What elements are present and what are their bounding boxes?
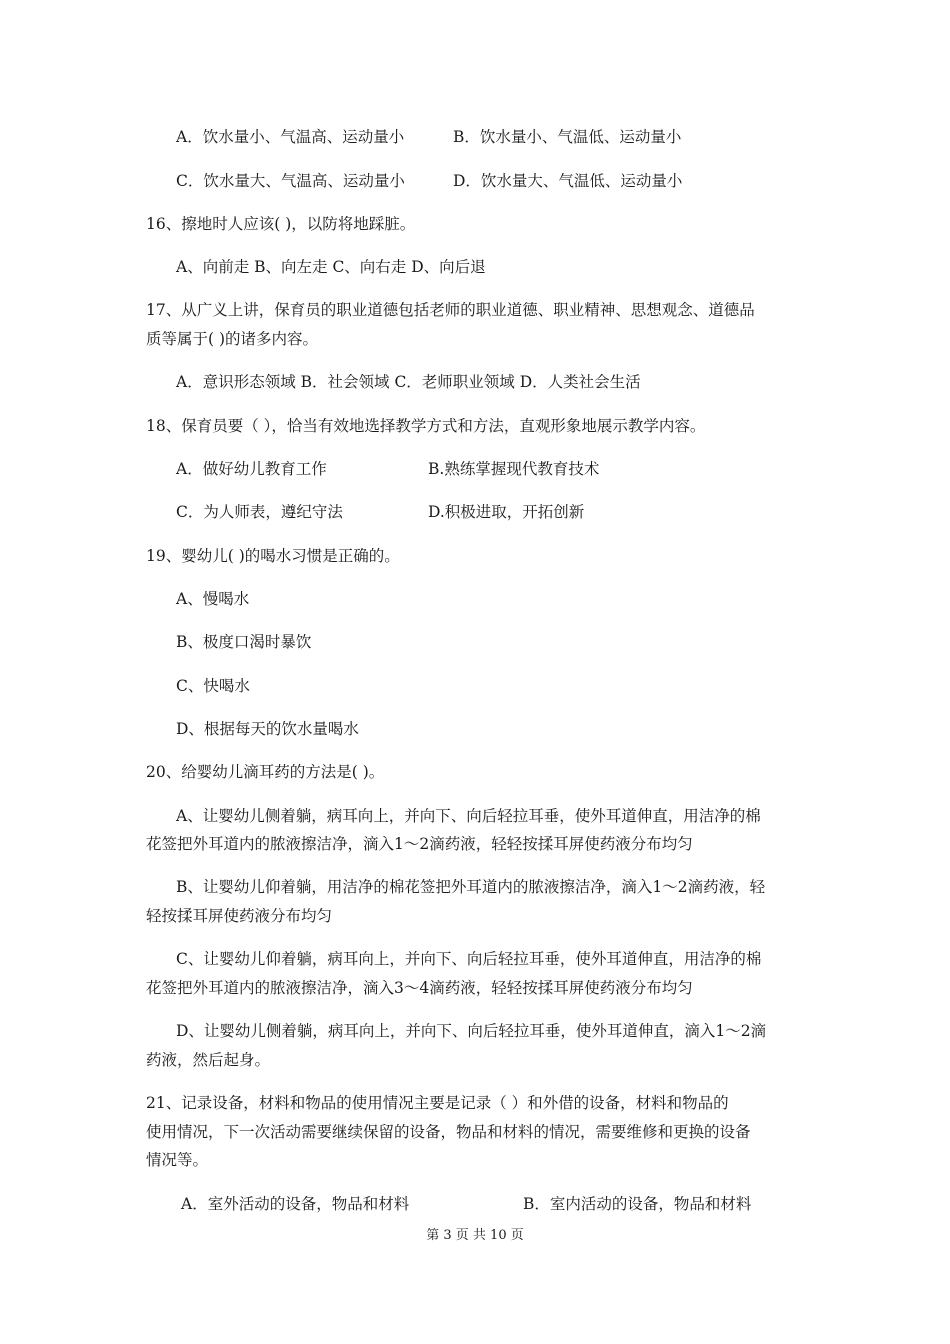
q19-option-b: B、极度口渴时暴饮: [176, 633, 312, 651]
q15-option-a: A．饮水量小、气温高、运动量小: [176, 128, 405, 146]
q20-option-b-line2: 轻按揉耳屏使药液分布均匀: [146, 907, 333, 925]
q20-option-c-line1: C、让婴幼儿仰着躺，病耳向上，并向下、向后轻拉耳垂，使外耳道伸直，用洁净的棉: [176, 950, 762, 968]
q15-option-b: B．饮水量小、气温低、运动量小: [453, 128, 682, 146]
q21-stem-line2: 使用情况，下一次活动需要继续保留的设备，物品和材料的情况，需要维修和更换的设备: [146, 1123, 751, 1141]
q18-option-a: A．做好幼儿教育工作: [176, 460, 327, 478]
q17-stem-line1: 17、从广义上讲，保育员的职业道德包括老师的职业道德、职业精神、思想观念、道德品: [146, 301, 755, 319]
q21-stem-line3: 情况等。: [146, 1151, 209, 1169]
page-number: 第 3 页 共 10 页: [426, 1228, 524, 1243]
q21-option-a: A．室外活动的设备，物品和材料: [181, 1195, 410, 1213]
q19-stem: 19、婴幼儿( )的喝水习惯是正确的。: [146, 547, 400, 565]
q16-options: A、向前走 B、向左走 C、向右走 D、向后退: [176, 258, 486, 276]
q17-stem-line2: 质等属于( )的诸多内容。: [146, 330, 319, 348]
q20-option-b-line1: B、让婴幼儿仰着躺，用洁净的棉花签把外耳道内的脓液擦洁净，滴入1～2滴药液，轻: [176, 878, 766, 896]
q18-option-b: B.熟练掌握现代教育技术: [428, 460, 600, 478]
q20-stem: 20、给婴幼儿滴耳药的方法是( )。: [146, 763, 385, 781]
q20-option-a-line2: 花签把外耳道内的脓液擦洁净，滴入1～2滴药液，轻轻按揉耳屏使药液分布均匀: [146, 835, 693, 853]
q18-stem: 18、保育员要（ ），恰当有效地选择教学方式和方法，直观形象地展示教学内容。: [146, 417, 706, 435]
q21-stem-line1: 21、记录设备，材料和物品的使用情况主要是记录（ ）和外借的设备，材料和物品的: [146, 1094, 729, 1112]
q19-option-a: A、慢喝水: [176, 590, 250, 608]
q16-stem: 16、擦地时人应该( )，以防将地踩脏。: [146, 215, 416, 233]
q18-option-d: D.积极进取，开拓创新: [428, 503, 585, 521]
q19-option-c: C、快喝水: [176, 677, 250, 695]
q21-option-b: B．室内活动的设备，物品和材料: [523, 1195, 752, 1213]
q18-option-c: C．为人师表，遵纪守法: [176, 503, 343, 521]
q15-option-d: D．饮水量大、气温低、运动量小: [453, 172, 683, 190]
q17-options: A．意识形态领域 B．社会领域 C．老师职业领域 D．人类社会生活: [176, 373, 641, 391]
q20-option-c-line2: 花签把外耳道内的脓液擦洁净，滴入3～4滴药液，轻轻按揉耳屏使药液分布均匀: [146, 979, 693, 997]
q20-option-d-line1: D、让婴幼儿侧着躺，病耳向上，并向下、向后轻拉耳垂，使外耳道伸直，滴入1～2滴: [176, 1022, 767, 1040]
q20-option-a-line1: A、让婴幼儿侧着躺，病耳向上，并向下、向后轻拉耳垂，使外耳道伸直，用洁净的棉: [176, 807, 761, 825]
q15-option-c: C．饮水量大、气温高、运动量小: [176, 172, 405, 190]
q19-option-d: D、根据每天的饮水量喝水: [176, 720, 359, 738]
q20-option-d-line2: 药液，然后起身。: [146, 1051, 271, 1069]
